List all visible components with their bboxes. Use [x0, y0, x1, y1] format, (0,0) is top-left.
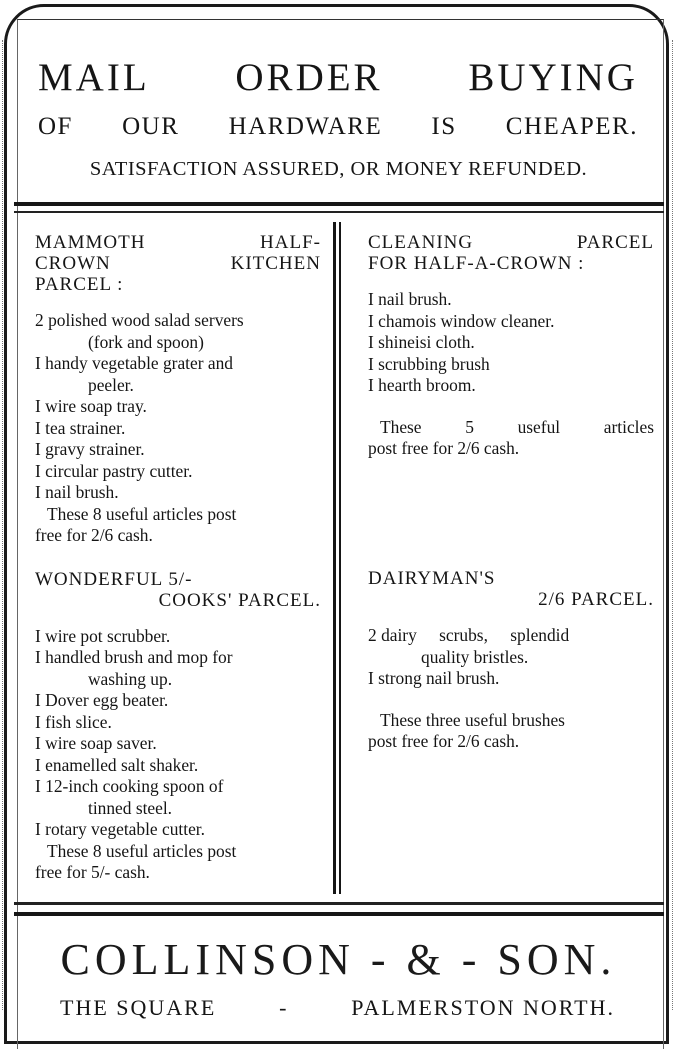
list-item: I scrubbing brush	[368, 353, 490, 374]
dairyman-title: DAIRYMAN'S	[368, 568, 496, 589]
list-item: I gravy strainer.	[35, 439, 145, 459]
shop-name: COLLINSON - & - SON.	[60, 935, 617, 984]
list-item: I fish slice.	[35, 711, 112, 732]
footer-rule-thick	[14, 912, 664, 916]
cleaning-summary-2: post free for 2/6 cash.	[368, 438, 520, 458]
title-word: HALF-	[260, 232, 321, 253]
headline-word: MAIL	[38, 56, 150, 99]
subheadline	[38, 112, 638, 142]
cooks-summary-2: free for 5/- cash.	[35, 862, 150, 882]
list-item: I enamelled salt shaker.	[35, 754, 199, 775]
cleaning-parcel	[368, 232, 654, 460]
list-item: I rotary vegetable cutter.	[35, 819, 205, 839]
list-item: I shineisi cloth.	[368, 332, 475, 352]
subheadline-word: OF	[38, 113, 73, 140]
subheadline-word: CHEAPER.	[505, 113, 638, 140]
title-word: PARCEL	[576, 232, 654, 253]
list-item: I circular pastry cutter.	[35, 460, 193, 481]
list-item: I chamois window cleaner.	[368, 310, 555, 331]
left-column	[35, 232, 321, 884]
header-rule	[14, 202, 664, 206]
list-item: I 12-inch cooking spoon of tinned steel.	[35, 776, 224, 818]
kitchen-parcel	[35, 232, 321, 547]
list-item: I Dover egg beater.	[35, 690, 169, 710]
headline-word: ORDER	[235, 56, 383, 99]
dairyman-summary-2: post free for 2/6 cash.	[368, 731, 520, 751]
shop-address	[60, 994, 615, 1022]
subheadline-word: HARDWARE	[228, 113, 383, 140]
kitchen-summary: These 8 useful articles post	[47, 503, 237, 524]
list-item: I wire pot scrubber.	[35, 625, 171, 646]
cleaning-title	[368, 232, 654, 253]
address-separator: -	[279, 995, 289, 1020]
cooks-title: WONDERFUL 5/-	[35, 568, 193, 590]
guarantee-line: SATISFACTION ASSURED, OR MONEY REFUNDED.	[89, 158, 588, 180]
dairyman-title-2: 2/6 PARCEL.	[538, 589, 654, 610]
header-rule-thin	[14, 211, 664, 213]
title-word: KITCHEN	[230, 253, 321, 274]
list-item: I strong nail brush.	[368, 668, 500, 688]
scan-edge-right	[672, 40, 673, 1010]
list-item: I handy vegetable grater and peeler.	[35, 353, 233, 395]
cooks-parcel	[35, 569, 321, 884]
list-item: 2 dairy scrubs, splendid quality bristles.	[368, 625, 570, 667]
list-item: I tea strainer.	[35, 417, 126, 438]
kitchen-title	[35, 232, 321, 253]
right-column	[368, 232, 654, 751]
list-item: I wire soap saver.	[35, 733, 157, 753]
list-item: I nail brush.	[35, 482, 119, 502]
dairyman-summary: These three useful brushes	[380, 709, 565, 730]
column-divider-thin	[339, 222, 341, 894]
list-item: I handled brush and mop for washing up.	[35, 647, 233, 689]
kitchen-title-2	[35, 253, 321, 274]
headline-word: BUYING	[468, 56, 638, 99]
kitchen-summary-2: free for 2/6 cash.	[35, 525, 153, 545]
cooks-title-2: COOKS' PARCEL.	[158, 589, 321, 611]
cleaning-title-2: FOR HALF-A-CROWN :	[368, 253, 585, 274]
title-word: MAMMOTH	[35, 232, 146, 253]
headline	[38, 56, 638, 100]
subheadline-word: IS	[431, 113, 457, 140]
address-street: THE SQUARE	[60, 995, 217, 1020]
list-item: 2 polished wood salad servers (fork and spoon)	[35, 310, 244, 352]
scan-edge-left	[2, 40, 3, 1010]
dairyman-parcel	[368, 568, 654, 753]
list-item: I wire soap tray.	[35, 396, 147, 416]
address-town: PALMERSTON NORTH.	[351, 995, 615, 1020]
list-item: I hearth broom.	[368, 375, 476, 395]
cooks-summary: These 8 useful articles post	[47, 840, 237, 861]
list-item: I nail brush.	[368, 289, 452, 309]
column-divider	[333, 222, 336, 894]
footer-rule	[14, 902, 664, 905]
kitchen-title-3: PARCEL :	[35, 274, 124, 295]
subheadline-word: OUR	[122, 113, 180, 140]
title-word: CROWN	[35, 253, 111, 274]
title-word: CLEANING	[368, 232, 474, 253]
cleaning-summary: These 5 useful articles	[380, 416, 654, 437]
